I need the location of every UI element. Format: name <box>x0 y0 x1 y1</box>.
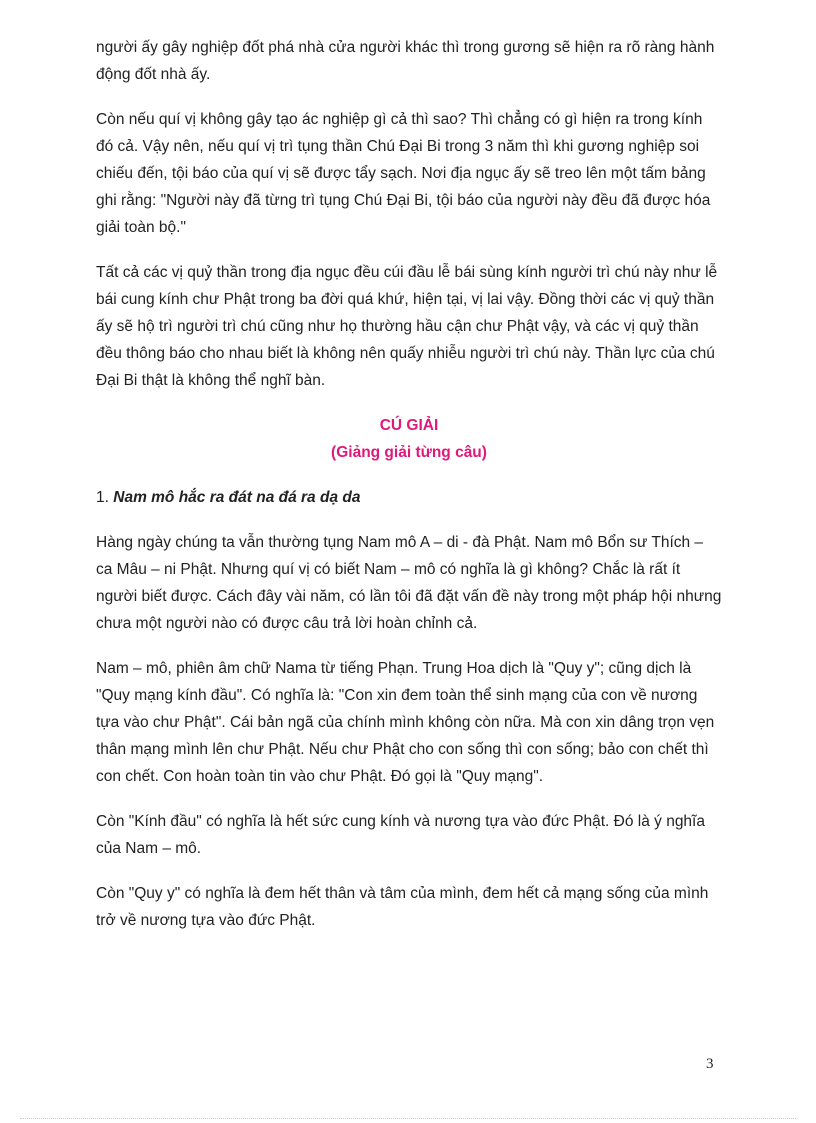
section-heading <box>96 412 722 466</box>
paragraph-1: người ấy gây nghiệp đốt phá nhà cửa người khác thì trong gương sẽ hiện ra rõ ràng hành động đốt nhà ấy. <box>96 39 715 83</box>
page-bottom-divider <box>20 1118 796 1119</box>
item-number: 1. <box>96 489 109 506</box>
paragraph-4: Hàng ngày chúng ta vẫn thường tụng Nam mô A – di - đà Phật. Nam mô Bổn sư Thích – ca Mâu – ni Phật. Nhưng quí vị có biết Nam – mô có nghĩa là gì không? Chắc là rất ít người biết được. Cách đây vài năm, có lần tôi đã đặt vấn đề này trong một pháp hội nhưng chưa một người nào có được câu trả lời hoàn chỉnh cả. <box>96 534 722 632</box>
paragraph-5: Nam – mô, phiên âm chữ Nama từ tiếng Phạn. Trung Hoa dịch là "Quy y"; cũng dịch là "Quy mạng kính đầu". Có nghĩa là: "Con xin đem toàn thể sinh mạng của con về nương tựa vào chư Phật". Cái bản ngã của chính mình không còn nữa. Mà con xin dâng trọn vẹn thân mạng mình lên chư Phật. Nếu chư Phật cho con sống thì con sống; bảo con chết thì con chết. Con hoàn toàn tin vào chư Phật. Đó gọi là "Quy mạng". <box>96 660 715 785</box>
item-title: Nam mô hắc ra đát na đá ra dạ da <box>113 489 361 506</box>
paragraph-3: Tất cả các vị quỷ thần trong địa ngục đều cúi đầu lễ bái sùng kính người trì chú này như lễ bái cung kính chư Phật trong ba đời quá khứ, hiện tại, vị lai vậy. Đồng thời các vị quỷ thần ấy sẽ hộ trì người trì chú cũng như họ thường hầu cận chư Phật vậy, và các vị quỷ thần đều thông báo cho nhau biết là không nên quấy nhiễu người trì chú này. Thần lực của chú Đại Bi thật là không thể nghĩ bàn. <box>96 264 718 389</box>
paragraph-2: Còn nếu quí vị không gây tạo ác nghiệp gì cả thì sao? Thì chẳng có gì hiện ra trong kính đó cả. Vậy nên, nếu quí vị trì tụng thần Chú Đại Bi trong 3 năm thì khi gương nghiệp soi chiếu đến, tội báo của quí vị sẽ được tẩy sạch. Nơi địa ngục ấy sẽ treo lên một tấm bảng ghi rằng: "Người này đã từng trì tụng Chú Đại Bi, tội báo của người này đều đã được hóa giải toàn bộ." <box>96 111 711 236</box>
paragraph-6: Còn "Kính đầu" có nghĩa là hết sức cung kính và nương tựa vào đức Phật. Đó là ý nghĩa của Nam – mô. <box>96 813 705 857</box>
page-content <box>96 34 722 952</box>
item-heading <box>96 484 722 511</box>
section-title: CÚ GIẢI <box>379 417 439 434</box>
paragraph-7: Còn "Quy y" có nghĩa là đem hết thân và tâm của mình, đem hết cả mạng sống của mình trở về nương tựa vào đức Phật. <box>96 885 709 929</box>
section-subtitle: (Giảng giải từng câu) <box>331 444 487 461</box>
page-number: 3 <box>706 1056 714 1072</box>
